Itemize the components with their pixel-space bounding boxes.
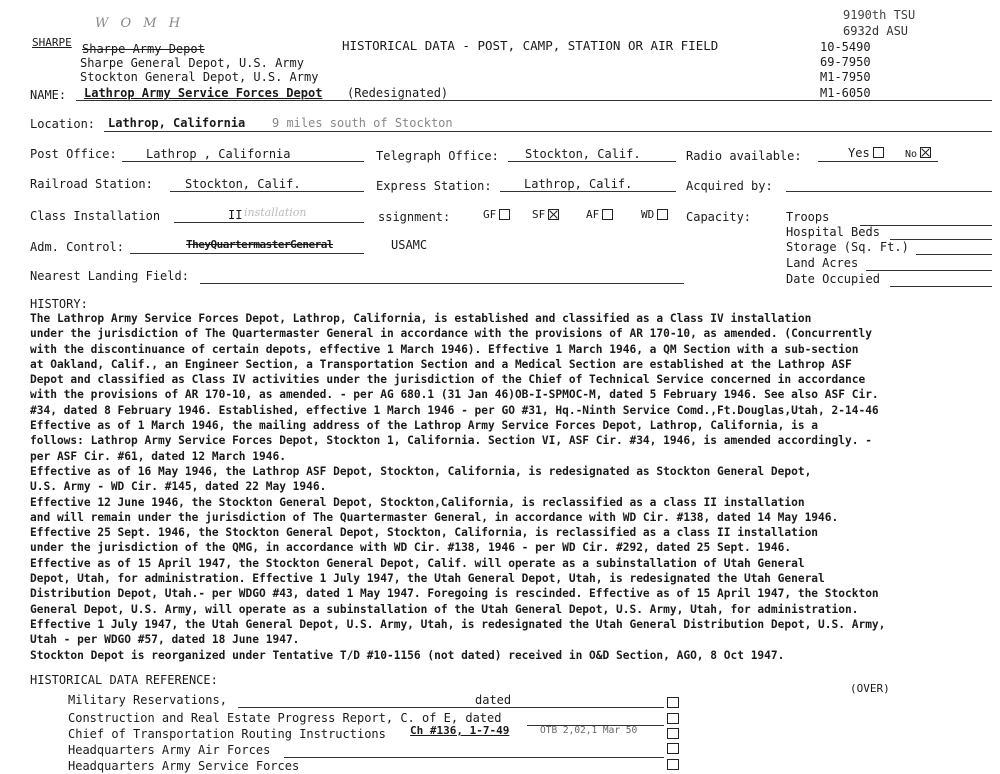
reference-transportation-extra: OTB 2,02,1 Mar 50: [540, 725, 638, 736]
assignment-sf: [532, 208, 562, 221]
assignment-wd-checkbox[interactable]: [657, 209, 668, 220]
assignment-af-label: AF: [586, 208, 600, 221]
express-underline: [500, 177, 676, 192]
railroad-value: Stockton, Calif.: [185, 177, 301, 191]
ref-code-4: 69-7950: [820, 55, 871, 69]
nearest-landing-label: Nearest Landing Field:: [30, 269, 189, 283]
history-paragraph: Effective as of 1 March 1946, the mailing address of the Lathrop Army Service Forces Depot, Lathrop, California, is a follows: Lathrop Army Service Forces Depot, Stockton 1, California. Section VI, ASF Cir. #34, 1946, is amended accordingly. - per ASF Cir. #61, dated 12 March 1946.: [30, 419, 872, 463]
acquired-by-label: Acquired by:: [686, 179, 773, 193]
reference-construction-line: [527, 711, 664, 726]
reference-construction-text: Construction and Real Estate Progress Report, C. of E, dated: [68, 711, 502, 725]
ref-code-6: M1-6050: [820, 86, 871, 100]
capacity-troops-line: [860, 211, 992, 226]
history-paragraph: The Lathrop Army Service Forces Depot, Lathrop, California, is established and classified as a Class IV installation under the jurisdiction of The Quartermaster General in accordance with the provisions of AR 170-10, as amended. (Concurrently with the discontinuance of certain depots, effective 1 March 1946). Effective 1 March 1946, a QM Section with a sub-section at Oakland, Calif., an Engineer Section, a Transportation Section and a Medical Section are established at the Lathrop ASF Depot and classified as Class IV activities under the jurisdiction of the Chief of Technical Service concerned in accordance with the provisions of AR 170-10, as amended. - per AG 680.1 (31 Jan 46)OB-I-SPMOC-M, dated 5 February 1946. See also ASF Cir. #34, dated 8 February 1946. Established, effective 1 March 1946 - per GO #31, Hq.-Ninth Service Comd.,Ft.Douglas,Utah, 2-14-46: [30, 312, 879, 417]
ref-code-5: M1-7950: [820, 70, 871, 84]
adm-control-struck-value: TheyQuartermasterGeneral: [186, 238, 333, 251]
post-office-underline: [122, 147, 364, 162]
capacity-storage-line: [916, 240, 992, 255]
capacity-troops: Troops: [786, 210, 830, 224]
assignment-gf-label: GF: [483, 208, 497, 221]
history-paragraph: Effective 12 June 1946, the Stockton General Depot, Stockton,California, is reclassified as a class II installation and will remain under the jurisdiction of The Quartermaster General, in accordance with WD Cir. #138, dated 14 May 1946.: [30, 495, 839, 524]
telegraph-label: Telegraph Office:: [376, 149, 499, 163]
railroad-label: Railroad Station:: [30, 177, 153, 191]
express-value: Lathrop, Calif.: [524, 177, 633, 191]
assignment-gf-checkbox[interactable]: [499, 209, 510, 220]
assignment-wd: [641, 208, 671, 221]
capacity-date-occupied: Date Occupied: [786, 272, 880, 286]
reference-construction-checkbox[interactable]: [667, 713, 679, 724]
location-note: 9 miles south of Stockton: [272, 116, 453, 130]
class-installation-value: II: [228, 208, 243, 222]
name-note: (Redesignated): [347, 86, 449, 100]
struck-former-name: Sharpe Army Depot: [82, 42, 205, 56]
assignment-sf-label: SF: [532, 208, 546, 221]
name-underline: [76, 86, 992, 101]
assignment-gf: [483, 208, 513, 221]
former-name-2: Stockton General Depot, U.S. Army: [80, 70, 319, 84]
former-name-1: Sharpe General Depot, U.S. Army: [80, 56, 304, 70]
history-text: [30, 311, 992, 663]
reference-military-dated: dated: [475, 693, 512, 707]
adm-control-value: USAMC: [391, 238, 428, 252]
class-installation-faded-note: installation: [244, 206, 307, 219]
reference-service-forces-checkbox[interactable]: [667, 759, 679, 770]
name-label: NAME:: [30, 88, 67, 102]
capacity-hospital-line: [890, 225, 992, 240]
capacity-label: Capacity:: [686, 210, 752, 224]
over-note: (OVER): [850, 682, 890, 695]
class-installation-label: Class Installation: [30, 209, 161, 223]
reference-row-construction: [68, 711, 501, 725]
radio-yes: [848, 146, 887, 160]
reference-military-text: Military Reservations,: [68, 693, 227, 707]
reference-air-forces-checkbox[interactable]: [667, 743, 679, 754]
radio-yes-label: Yes: [848, 146, 870, 160]
sharpe-stamp: SHARPE: [32, 36, 72, 49]
ref-code-1: 9190th TSU: [843, 8, 916, 22]
radio-yes-checkbox[interactable]: [873, 147, 884, 158]
capacity-storage: Storage (Sq. Ft.): [786, 240, 909, 254]
name-value: Lathrop Army Service Forces Depot: [84, 86, 323, 100]
telegraph-underline: [508, 147, 676, 162]
reference-air-forces-line: [284, 743, 664, 758]
reference-row-transportation: [68, 727, 386, 741]
radio-no: [905, 146, 934, 160]
radio-no-checkbox[interactable]: [920, 147, 931, 158]
reference-air-forces-text: Headquarters Army Air Forces: [68, 743, 271, 757]
post-office-value: Lathrop , California: [146, 147, 291, 161]
assignment-label: ssignment:: [378, 210, 451, 224]
reference-label: HISTORICAL DATA REFERENCE:: [30, 673, 218, 687]
adm-control-underline: [130, 239, 364, 254]
reference-transportation-text: Chief of Transportation Routing Instructions: [68, 727, 386, 741]
assignment-af-checkbox[interactable]: [602, 209, 613, 220]
assignment-sf-checkbox[interactable]: [548, 209, 559, 220]
reference-military-line: [238, 693, 664, 708]
telegraph-value: Stockton, Calif.: [525, 147, 641, 161]
railroad-underline: [170, 177, 364, 192]
history-paragraph: Stockton Depot is reorganized under Tentative T/D #10-1156 (not dated) received in O&D Section, AGO, 8 Oct 1947.: [30, 648, 785, 662]
capacity-date-line: [890, 272, 992, 287]
ref-code-2: 6932d ASU: [843, 24, 909, 38]
express-label: Express Station:: [376, 179, 492, 193]
ref-code-3: 10-5490: [820, 40, 871, 54]
reference-row-air-forces: [68, 743, 270, 757]
location-value: Lathrop, California: [108, 116, 246, 130]
reference-service-forces-text: Headquarters Army Service Forces: [68, 759, 300, 773]
acquired-by-underline: [786, 177, 992, 192]
location-label: Location:: [30, 117, 96, 131]
capacity-hospital-beds: Hospital Beds: [786, 225, 880, 239]
form-title: HISTORICAL DATA - POST, CAMP, STATION OR AIR FIELD: [342, 38, 719, 53]
history-paragraph: Effective 25 Sept. 1946, the Stockton General Depot, Stockton, California, is reclassified as a class II installation under the jurisdiction of the QMG, in accordance with WD Cir. #138, 1946 - per WD Cir. #292, dated 25 Sept. 1946.: [30, 526, 819, 555]
history-label: HISTORY:: [30, 297, 88, 311]
reference-transportation-checkbox[interactable]: [667, 728, 679, 739]
nearest-landing-underline: [200, 269, 684, 284]
assignment-wd-label: WD: [641, 208, 655, 221]
assignment-af: [586, 208, 616, 221]
radio-no-label: No: [905, 149, 918, 160]
history-paragraph: Effective as of 15 April 1947, the Stockton General Depot, Calif. will operate as a subinstallation of Utah General Depot, Utah, for administration. Effective 1 July 1947, the Utah General Depot, Utah, is redesignated the Utah General Distribution Depot, Utah.- per WDGO #43, dated 1 May 1947. Foregoing is rescinded. Effective as of 15 April 1947, the Stockton General Depot, U.S. Army, will operate as a subinstallation of the Utah General Depot, U.S. Army, Utah, for administration. Effective 1 July 1947, the Utah General Depot, U.S. Army, Utah, is redesignated the Utah General Distribution Depot, U.S. Army, Utah - per WDGO #57, dated 18 June 1947.: [30, 556, 886, 647]
reference-row-service-forces: [68, 759, 299, 773]
radio-label: Radio available:: [686, 149, 802, 163]
reference-row-military: [68, 693, 227, 707]
reference-transportation-entry: Ch #136, 1-7-49: [410, 724, 510, 737]
location-underline: [104, 117, 992, 132]
class-installation-underline: [174, 208, 364, 223]
post-office-label: Post Office:: [30, 147, 117, 161]
smudge-text: W O M H: [95, 16, 185, 31]
capacity-land-line: [866, 256, 992, 271]
history-paragraph: Effective as of 16 May 1946, the Lathrop ASF Depot, Stockton, California, is redesignated as Stockton General Depot, U.S. Army - WD Cir. #145, dated 22 May 1946.: [30, 464, 812, 494]
capacity-land-acres: Land Acres: [786, 256, 859, 270]
reference-military-checkbox[interactable]: [667, 697, 679, 708]
adm-control-label: Adm. Control:: [30, 240, 124, 254]
